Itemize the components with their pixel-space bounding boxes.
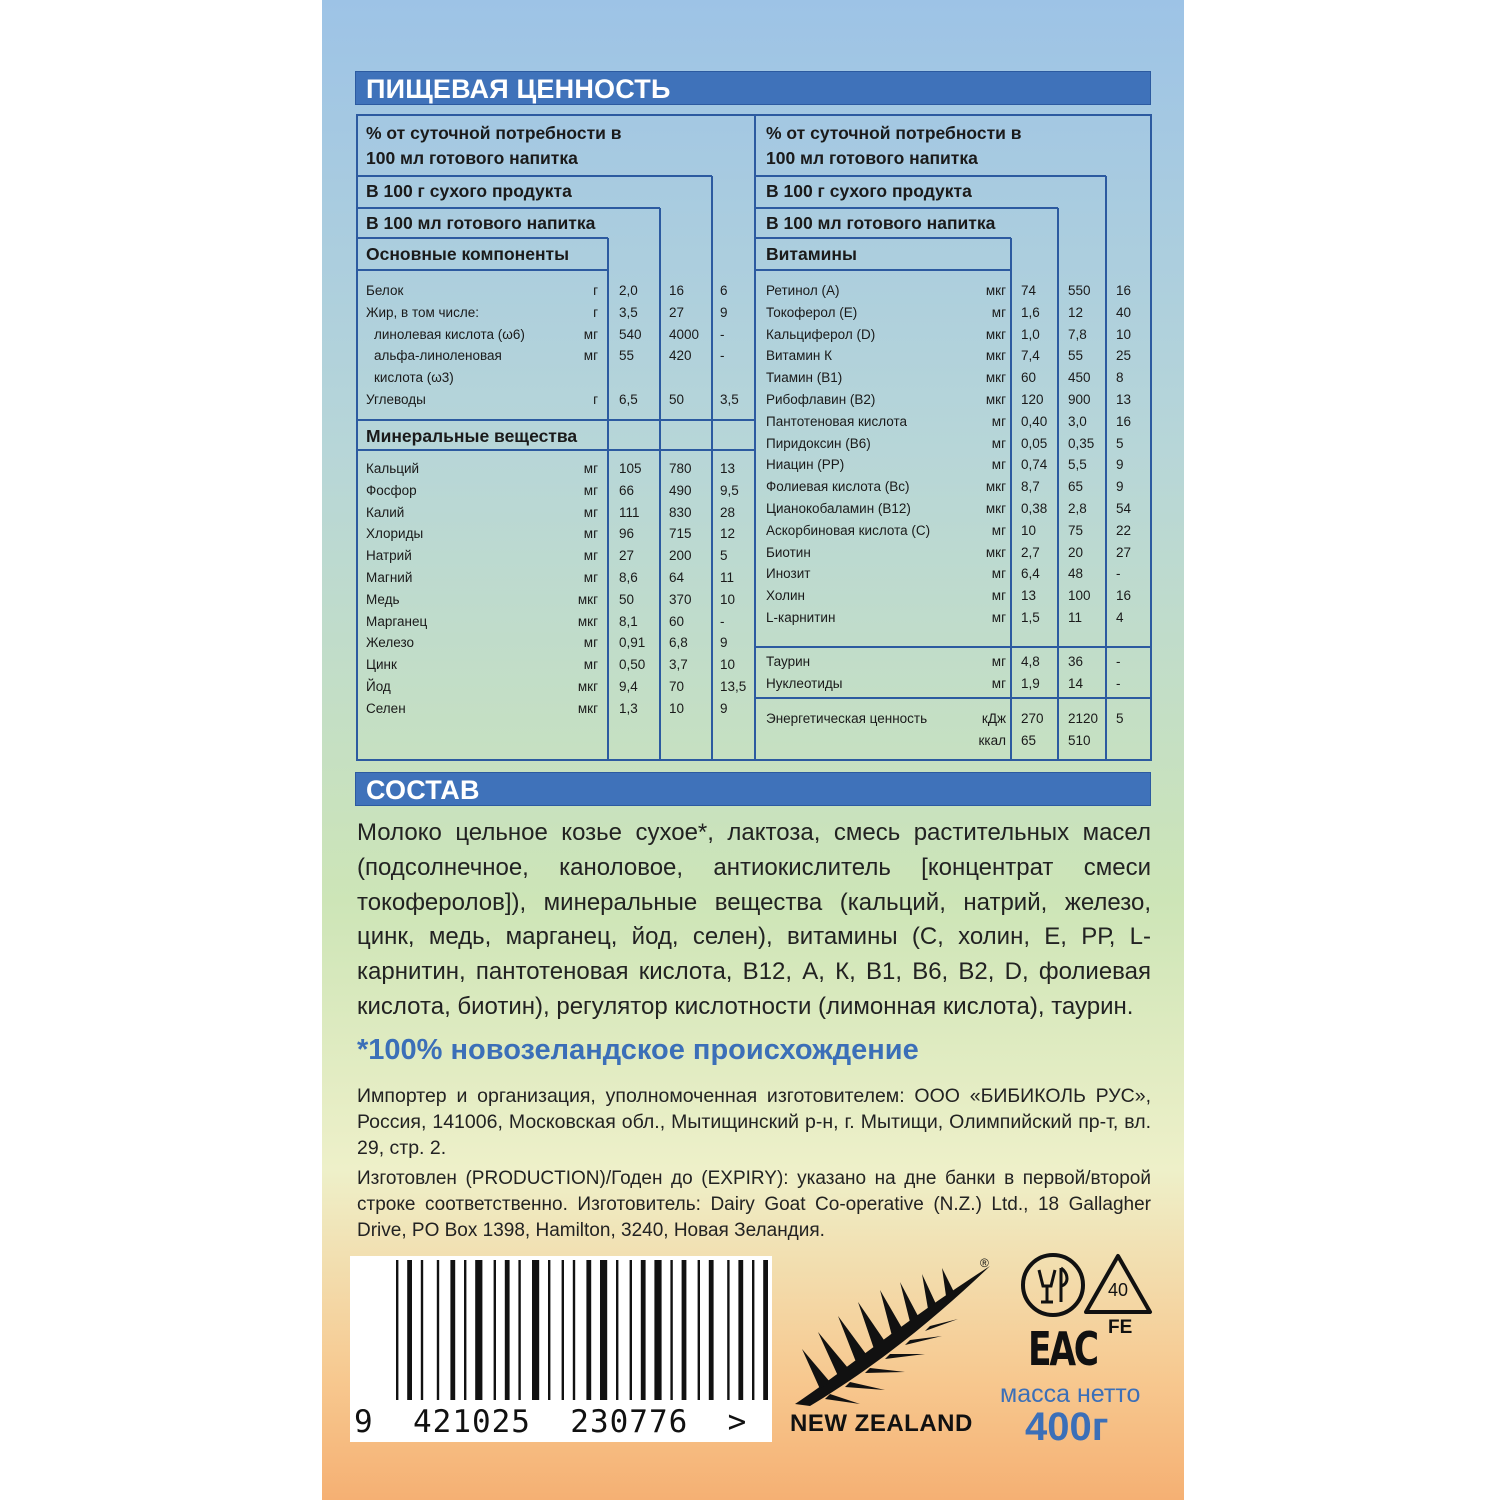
row-name: кислота (ω3) [374,370,454,386]
row-name: Биотин [766,544,811,560]
row-value-ml: 111 [619,504,640,520]
row-value-ml: 9,4 [619,679,638,694]
row-value-ml: 4,8 [1021,654,1040,669]
row-value-pct: 9 [1116,457,1124,473]
row-unit: мкг [985,348,1006,364]
row-unit: мг [583,548,598,564]
row-name: Фолиевая кислота (Вс) [766,479,910,495]
row-value-g: 370 [669,591,692,607]
row-unit: мг [583,526,598,542]
row-unit: мг [583,348,598,364]
row-unit: мкг [985,544,1006,560]
row-unit: г [593,304,598,320]
row-unit: мг [583,570,598,585]
eac-mark: EAC [1028,1322,1097,1376]
row-value-pct: 25 [1116,348,1132,364]
row-value-g: 64 [669,570,685,585]
row-name: Селен [366,700,406,716]
row-name: Витамин К [766,348,832,364]
row-unit: мкг [577,679,598,694]
row-unit: мг [583,482,598,498]
row-value-pct: 5 [1116,435,1124,451]
row-value-pct: 11 [720,570,735,585]
row-unit: г [593,283,598,298]
row-value-pct: 9 [720,304,728,320]
row-value-ml: 60 [1021,370,1037,386]
row-value-g: 450 [1068,370,1091,386]
nutrition-title: ПИЩЕВАЯ ЦЕННОСТЬ [355,71,1151,105]
main-components-title: Основные компоненты [366,244,570,264]
row-value-pct: 9,5 [720,482,739,498]
row-name: Натрий [366,548,412,564]
row-name: Калий [366,504,405,520]
row-unit: кДж [981,711,1006,726]
row-value-ml: 7,4 [1021,348,1040,364]
row-name: Ретинол (А) [766,283,840,298]
header-pct-right: % от суточной потребности в [766,123,1022,143]
row-unit: мкг [985,501,1006,516]
row-value-pct: 9 [720,635,728,651]
recycle-letters: FE [1108,1317,1133,1338]
row-value-pct: 6 [720,283,728,298]
brand-country: NEW ZEALAND [790,1410,973,1437]
row-name: Магний [366,570,413,585]
row-value-g: 60 [669,613,685,629]
row-value-pct: 16 [1116,283,1132,298]
row-unit: г [593,392,598,407]
row-name: Рибофлавин (В2) [766,392,876,407]
row-value-pct: - [720,326,725,342]
row-name: альфа-линоленовая [374,348,502,364]
silver-fern-icon [790,1254,1000,1414]
row-value-ml: 1,3 [619,700,638,716]
row-value-g: 6,8 [669,635,688,651]
barcode-number: 9 421025 230776 > [354,1404,748,1440]
row-value-g: 36 [1068,654,1084,669]
row-value-ml: 0,38 [1021,501,1048,516]
row-value-g: 55 [1068,348,1084,364]
svg-text:40: 40 [1107,1280,1129,1300]
row-value-g: 11 [1068,610,1083,625]
row-unit: мкг [577,613,598,629]
row-value-pct: 9 [720,700,728,716]
header-ready-left: В 100 мл готового напитка [366,213,596,233]
vitamins-title: Витамины [766,244,857,264]
row-value-ml: 120 [1021,392,1044,407]
row-value-g: 50 [669,392,685,407]
header-pct-right: 100 мл готового напитка [766,148,978,168]
row-name: Белок [366,283,404,298]
row-value-pct: 16 [1116,588,1132,604]
row-unit: мкг [985,283,1006,298]
row-unit: мг [583,635,598,651]
row-value-pct: 13 [1116,392,1132,407]
row-unit: мкг [577,700,598,716]
row-value-ml: 540 [619,326,642,342]
row-value-ml: 0,40 [1021,413,1048,429]
recycle-icon [1086,1256,1150,1312]
row-unit: мг [991,566,1006,582]
row-value-g: 420 [669,348,692,364]
row-value-pct: 10 [720,657,736,673]
header-dry-right: В 100 г сухого продукта [766,181,972,201]
row-value-pct: 10 [720,591,736,607]
composition-title: СОСТАВ [355,772,1151,806]
row-unit: мг [583,326,598,342]
row-value-ml: 10 [1021,522,1037,538]
food-safe-icon [1023,1255,1083,1315]
row-value-ml: 74 [1021,283,1037,298]
row-name: Ниацин (РР) [766,457,845,473]
header-dry-left: В 100 г сухого продукта [366,181,572,201]
row-name: Инозит [766,566,811,582]
row-value-g: 780 [669,461,692,476]
row-value-ml: 1,9 [1021,676,1040,691]
row-value-g: 75 [1068,522,1084,538]
row-value-ml: 65 [1021,733,1037,748]
row-name: Кальций [366,461,420,476]
row-value-ml: 0,05 [1021,435,1048,451]
row-unit: мг [991,676,1006,691]
row-name: Марганец [366,613,428,629]
trademark-mark: ® [980,1256,989,1270]
row-value-g: 7,8 [1068,326,1087,342]
row-value-pct: - [1116,654,1121,669]
row-name: Тиамин (В1) [766,370,843,386]
header-pct-left: 100 мл готового напитка [366,148,578,168]
origin-note: *100% новозеландское происхождение [357,1034,919,1066]
row-value-pct: - [720,613,725,629]
row-value-pct: - [1116,676,1121,691]
row-value-g: 65 [1068,479,1084,495]
row-name: Нуклеотиды [766,676,843,691]
row-name: Таурин [766,654,811,669]
row-value-g: 0,35 [1068,435,1095,451]
row-name: L-карнитин [766,610,836,625]
row-value-pct: - [1116,566,1121,582]
row-value-ml: 0,50 [619,657,646,673]
row-value-ml: 1,5 [1021,610,1040,625]
row-unit: мг [991,413,1006,429]
row-name: Пантотеновая кислота [766,413,907,429]
row-value-ml: 1,6 [1021,304,1040,320]
row-unit: мкг [985,370,1006,386]
row-value-g: 20 [1068,544,1084,560]
row-name: Цианокобаламин (В12) [766,501,911,516]
row-value-g: 5,5 [1068,457,1087,473]
row-unit: мкг [985,392,1006,407]
row-value-ml: 27 [619,548,635,564]
row-value-pct: 22 [1116,522,1132,538]
row-value-g: 830 [669,504,692,520]
row-value-g: 490 [669,482,692,498]
row-value-ml: 2,7 [1021,544,1040,560]
row-value-g: 3,7 [669,657,688,673]
row-value-g: 48 [1068,566,1084,582]
row-name: Хлориды [366,526,424,542]
row-value-ml: 6,4 [1021,566,1040,582]
row-unit: мг [991,457,1006,473]
row-name: Холин [766,588,805,604]
row-value-g: 4000 [669,326,700,342]
row-value-g: 900 [1068,392,1091,407]
row-value-g: 16 [669,283,685,298]
row-value-ml: 1,0 [1021,326,1040,342]
importer-info: Импортер и организация, уполномоченная изготовителем: ООО «БИБИКОЛЬ РУС», Россия, 141006, Московская обл., Мытищинский р-н, г. Мытищи, Олимпийский пр-т, вл. 29, стр. 2. [357,1085,1151,1159]
row-value-g: 2,8 [1068,501,1087,516]
row-value-pct: 28 [720,504,736,520]
row-unit: мг [991,654,1006,669]
row-unit: мкг [985,326,1006,342]
row-value-pct: 12 [720,526,736,542]
row-value-pct: 5 [720,548,728,564]
row-value-g: 12 [1068,304,1084,320]
row-name: Пиридоксин (В6) [766,435,871,451]
row-value-ml: 0,74 [1021,457,1048,473]
row-value-g: 2120 [1068,711,1099,726]
row-value-pct: 16 [1116,413,1132,429]
row-value-pct: - [720,348,725,364]
row-value-pct: 54 [1116,501,1132,516]
row-value-ml: 96 [619,526,635,542]
row-value-ml: 55 [619,348,635,364]
row-value-pct: 40 [1116,304,1132,320]
net-weight-value: 400г [1025,1405,1109,1449]
net-weight-label: масса нетто [1000,1380,1141,1408]
composition-text: Молоко цельное козье сухое*, лактоза, смесь растительных масел (подсолнечное, каноловое, антиокислитель [концентрат смеси токоферолов]), минеральные вещества (кальций, натрий, железо, цинк, медь, марганец, йод, селен), витамины (С, холин, Е, РР, L-карнитин, пантотеновая кислота, В12, А, К, В1, В6, В2, D, фолиевая кислота, биотин), регулятор кислотности (лимонная кислота), таурин. [357,819,1151,1020]
row-name: Аскорбиновая кислота (С) [766,522,931,538]
row-value-pct: 9 [1116,479,1124,495]
row-value-ml: 2,0 [619,283,638,298]
row-name: Цинк [366,657,397,673]
row-value-ml: 66 [619,482,635,498]
row-unit: мг [991,435,1006,451]
row-name: Йод [366,679,391,694]
row-value-g: 27 [669,304,685,320]
row-value-ml: 13 [1021,588,1037,604]
row-value-ml: 8,7 [1021,479,1040,495]
header-pct-left: % от суточной потребности в [366,123,622,143]
row-value-ml: 270 [1021,711,1044,726]
row-value-pct: 5 [1116,711,1124,726]
row-unit: мкг [577,591,598,607]
row-name: Токоферол (Е) [766,304,858,320]
row-name: Медь [366,591,400,607]
row-value-g: 10 [669,700,685,716]
row-value-ml: 0,91 [619,635,646,651]
row-name: Фосфор [366,482,417,498]
row-name: Железо [366,635,414,651]
row-value-pct: 27 [1116,544,1132,560]
row-name: Кальциферол (D) [766,326,876,342]
row-name: линолевая кислота (ω6) [374,326,525,342]
row-value-pct: 13 [720,461,736,476]
row-value-ml: 50 [619,591,635,607]
row-value-ml: 3,5 [619,304,638,320]
row-value-ml: 105 [619,461,642,476]
row-value-pct: 3,5 [720,392,739,407]
row-value-g: 3,0 [1068,413,1087,429]
row-unit: мг [583,504,598,520]
row-name: Энергетическая ценность [766,711,928,726]
row-value-g: 70 [669,679,685,694]
row-value-g: 100 [1068,588,1091,604]
row-value-ml: 8,6 [619,570,638,585]
row-unit: мг [583,461,598,476]
row-name: Жир, в том числе: [366,304,479,320]
row-unit: мг [991,610,1006,625]
production-info: Изготовлен (PRODUCTION)/Годен до (EXPIRY): указано на дне банки в первой/второй строке соответственно. Изготовитель: Dairy Goat Co-operative (N.Z.) Ltd., 18 Gallagher Drive, PO Box 1398, Hamilton, 3240, Новая Зеландия. [357,1168,1151,1241]
row-value-g: 510 [1068,733,1091,748]
row-value-pct: 13,5 [720,679,747,694]
nutrition-table [356,114,1152,761]
barcode [350,1256,772,1442]
row-name: Углеводы [366,392,426,407]
row-value-g: 715 [669,526,692,542]
row-unit: мг [991,522,1006,538]
row-value-pct: 10 [1116,326,1132,342]
row-unit: мг [583,657,598,673]
minerals-title: Минеральные вещества [366,426,578,446]
row-value-pct: 8 [1116,370,1124,386]
header-ready-right: В 100 мл готового напитка [766,213,996,233]
row-value-g: 550 [1068,283,1091,298]
row-unit: мкг [985,479,1006,495]
row-value-ml: 8,1 [619,613,638,629]
row-value-g: 200 [669,548,692,564]
row-value-pct: 4 [1116,610,1124,625]
row-value-g: 14 [1068,676,1084,691]
row-unit: мг [991,588,1006,604]
row-unit: мг [991,304,1006,320]
row-unit: ккал [978,733,1006,748]
row-value-ml: 6,5 [619,392,638,407]
